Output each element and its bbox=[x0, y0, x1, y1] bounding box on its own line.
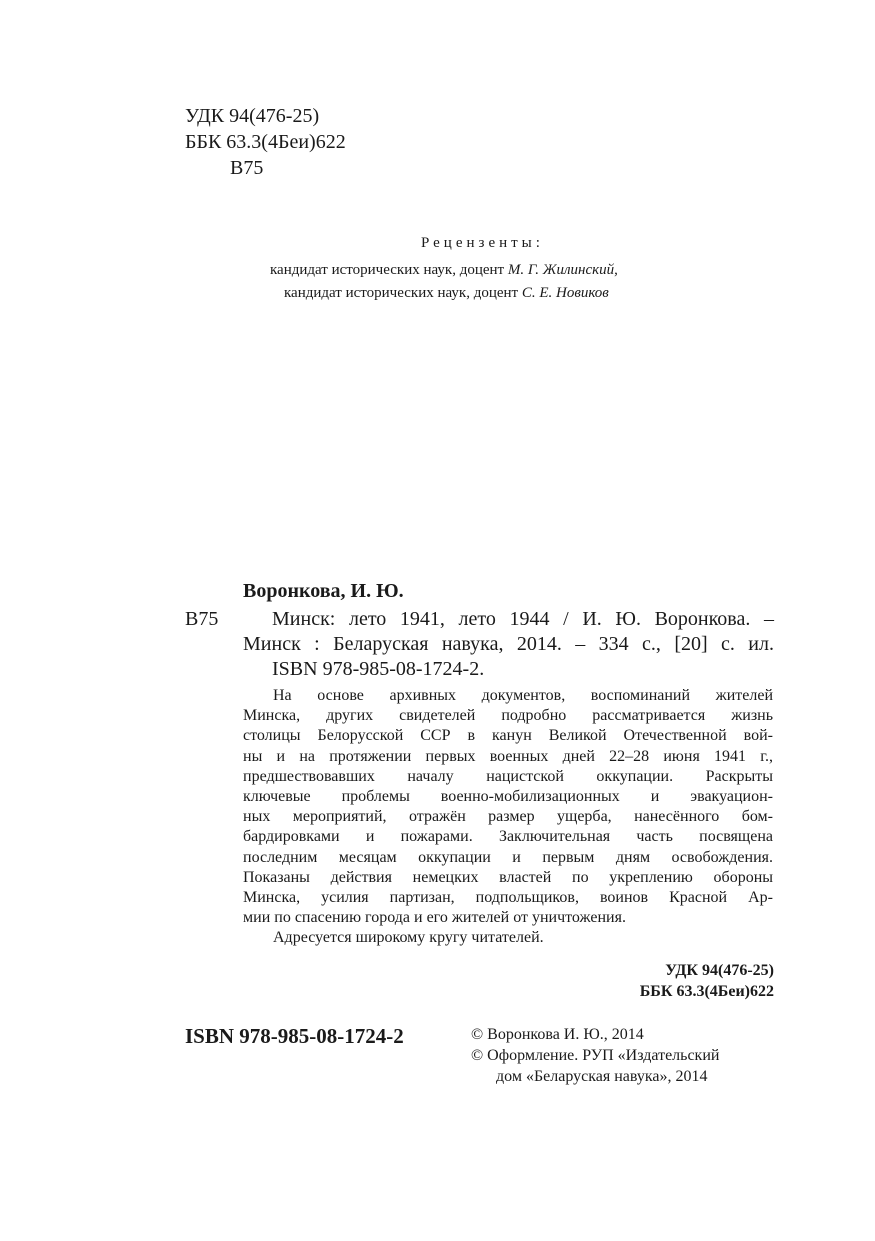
reviewer-2 bbox=[284, 285, 609, 302]
record-imprint-line bbox=[243, 633, 774, 656]
footer-bbk: ББК 63.3(4Беи)622 bbox=[639, 983, 774, 1000]
annotation-line: Минска, других свидетелей подробно рассматривается жизнь bbox=[243, 707, 773, 725]
annotation-line: мии по спасению города и его жителей от уничтожения. bbox=[243, 909, 626, 927]
annotation-line: предшествовавших началу нацистской оккупации. Раскрыты bbox=[243, 767, 773, 785]
copyright-author: © Воронкова И. Ю., 2014 bbox=[471, 1026, 644, 1043]
annotation-line: бардировками и пожарами. Заключительная часть посвящена bbox=[243, 828, 773, 846]
record-title-line bbox=[272, 608, 774, 631]
isbn-number: ISBN 978-985-08-1724-2 bbox=[185, 1024, 404, 1048]
annotation-first-line-text: На основе архивных документов, воспоминаний жителей bbox=[273, 687, 773, 704]
annotation-line: Минска, усилия партизан, подпольщиков, воинов Красной Ар- bbox=[243, 889, 773, 907]
reviewer-1-suffix: , bbox=[614, 262, 618, 278]
record-author: Воронкова, И. Ю. bbox=[243, 580, 404, 602]
annotation-line: ных мероприятий, отражён размер ущерба, нанесённого бом- bbox=[243, 808, 773, 826]
reviewer-2-name: С. Е. Новиков bbox=[521, 285, 609, 301]
annotation-line: ключевые проблемы военно-мобилизационных и эвакуацион- bbox=[243, 788, 773, 806]
record-imprint-text: Минск : Беларуская навука, 2014. – 334 с., [20] с. ил. bbox=[243, 633, 774, 655]
udk-code: УДК 94(476-25) bbox=[185, 105, 320, 127]
reviewer-1-degree: кандидат исторических наук, доцент bbox=[270, 262, 505, 278]
reviewers-title: Рецензенты: bbox=[421, 235, 544, 251]
annotation-line: столицы Белорусской ССР в канун Великой Отечественной вой- bbox=[243, 727, 773, 745]
annotation-line: Показаны действия немецких властей по укреплению обороны bbox=[243, 868, 773, 886]
record-mark: В75 bbox=[185, 608, 219, 630]
author-mark: В75 bbox=[230, 157, 264, 179]
copyright-publisher: дом «Беларуская навука», 2014 bbox=[496, 1068, 708, 1085]
footer-udk: УДК 94(476-25) bbox=[665, 962, 774, 979]
annotation-audience: Адресуется широкому кругу читателей. bbox=[273, 929, 544, 947]
annotation bbox=[243, 686, 773, 949]
annotation-line: последним месяцам оккупации и первым дням освобождения. bbox=[243, 848, 773, 866]
copyright-design: © Оформление. РУП «Издательский bbox=[471, 1047, 720, 1064]
record-title-text: Минск: лето 1941, лето 1944 / И. Ю. Воронкова. – bbox=[272, 608, 774, 630]
reviewer-1 bbox=[270, 262, 618, 279]
annotation-first-line bbox=[243, 686, 773, 706]
bbk-code: ББК 63.3(4Беи)622 bbox=[185, 131, 346, 153]
record-isbn-line: ISBN 978-985-08-1724-2. bbox=[272, 658, 485, 680]
reviewer-1-name: М. Г. Жилинский bbox=[507, 262, 615, 278]
annotation-line: ны и на протяжении первых военных дней 22–28 июня 1941 г., bbox=[243, 747, 773, 765]
reviewer-2-degree: кандидат исторических наук, доцент bbox=[284, 285, 519, 301]
